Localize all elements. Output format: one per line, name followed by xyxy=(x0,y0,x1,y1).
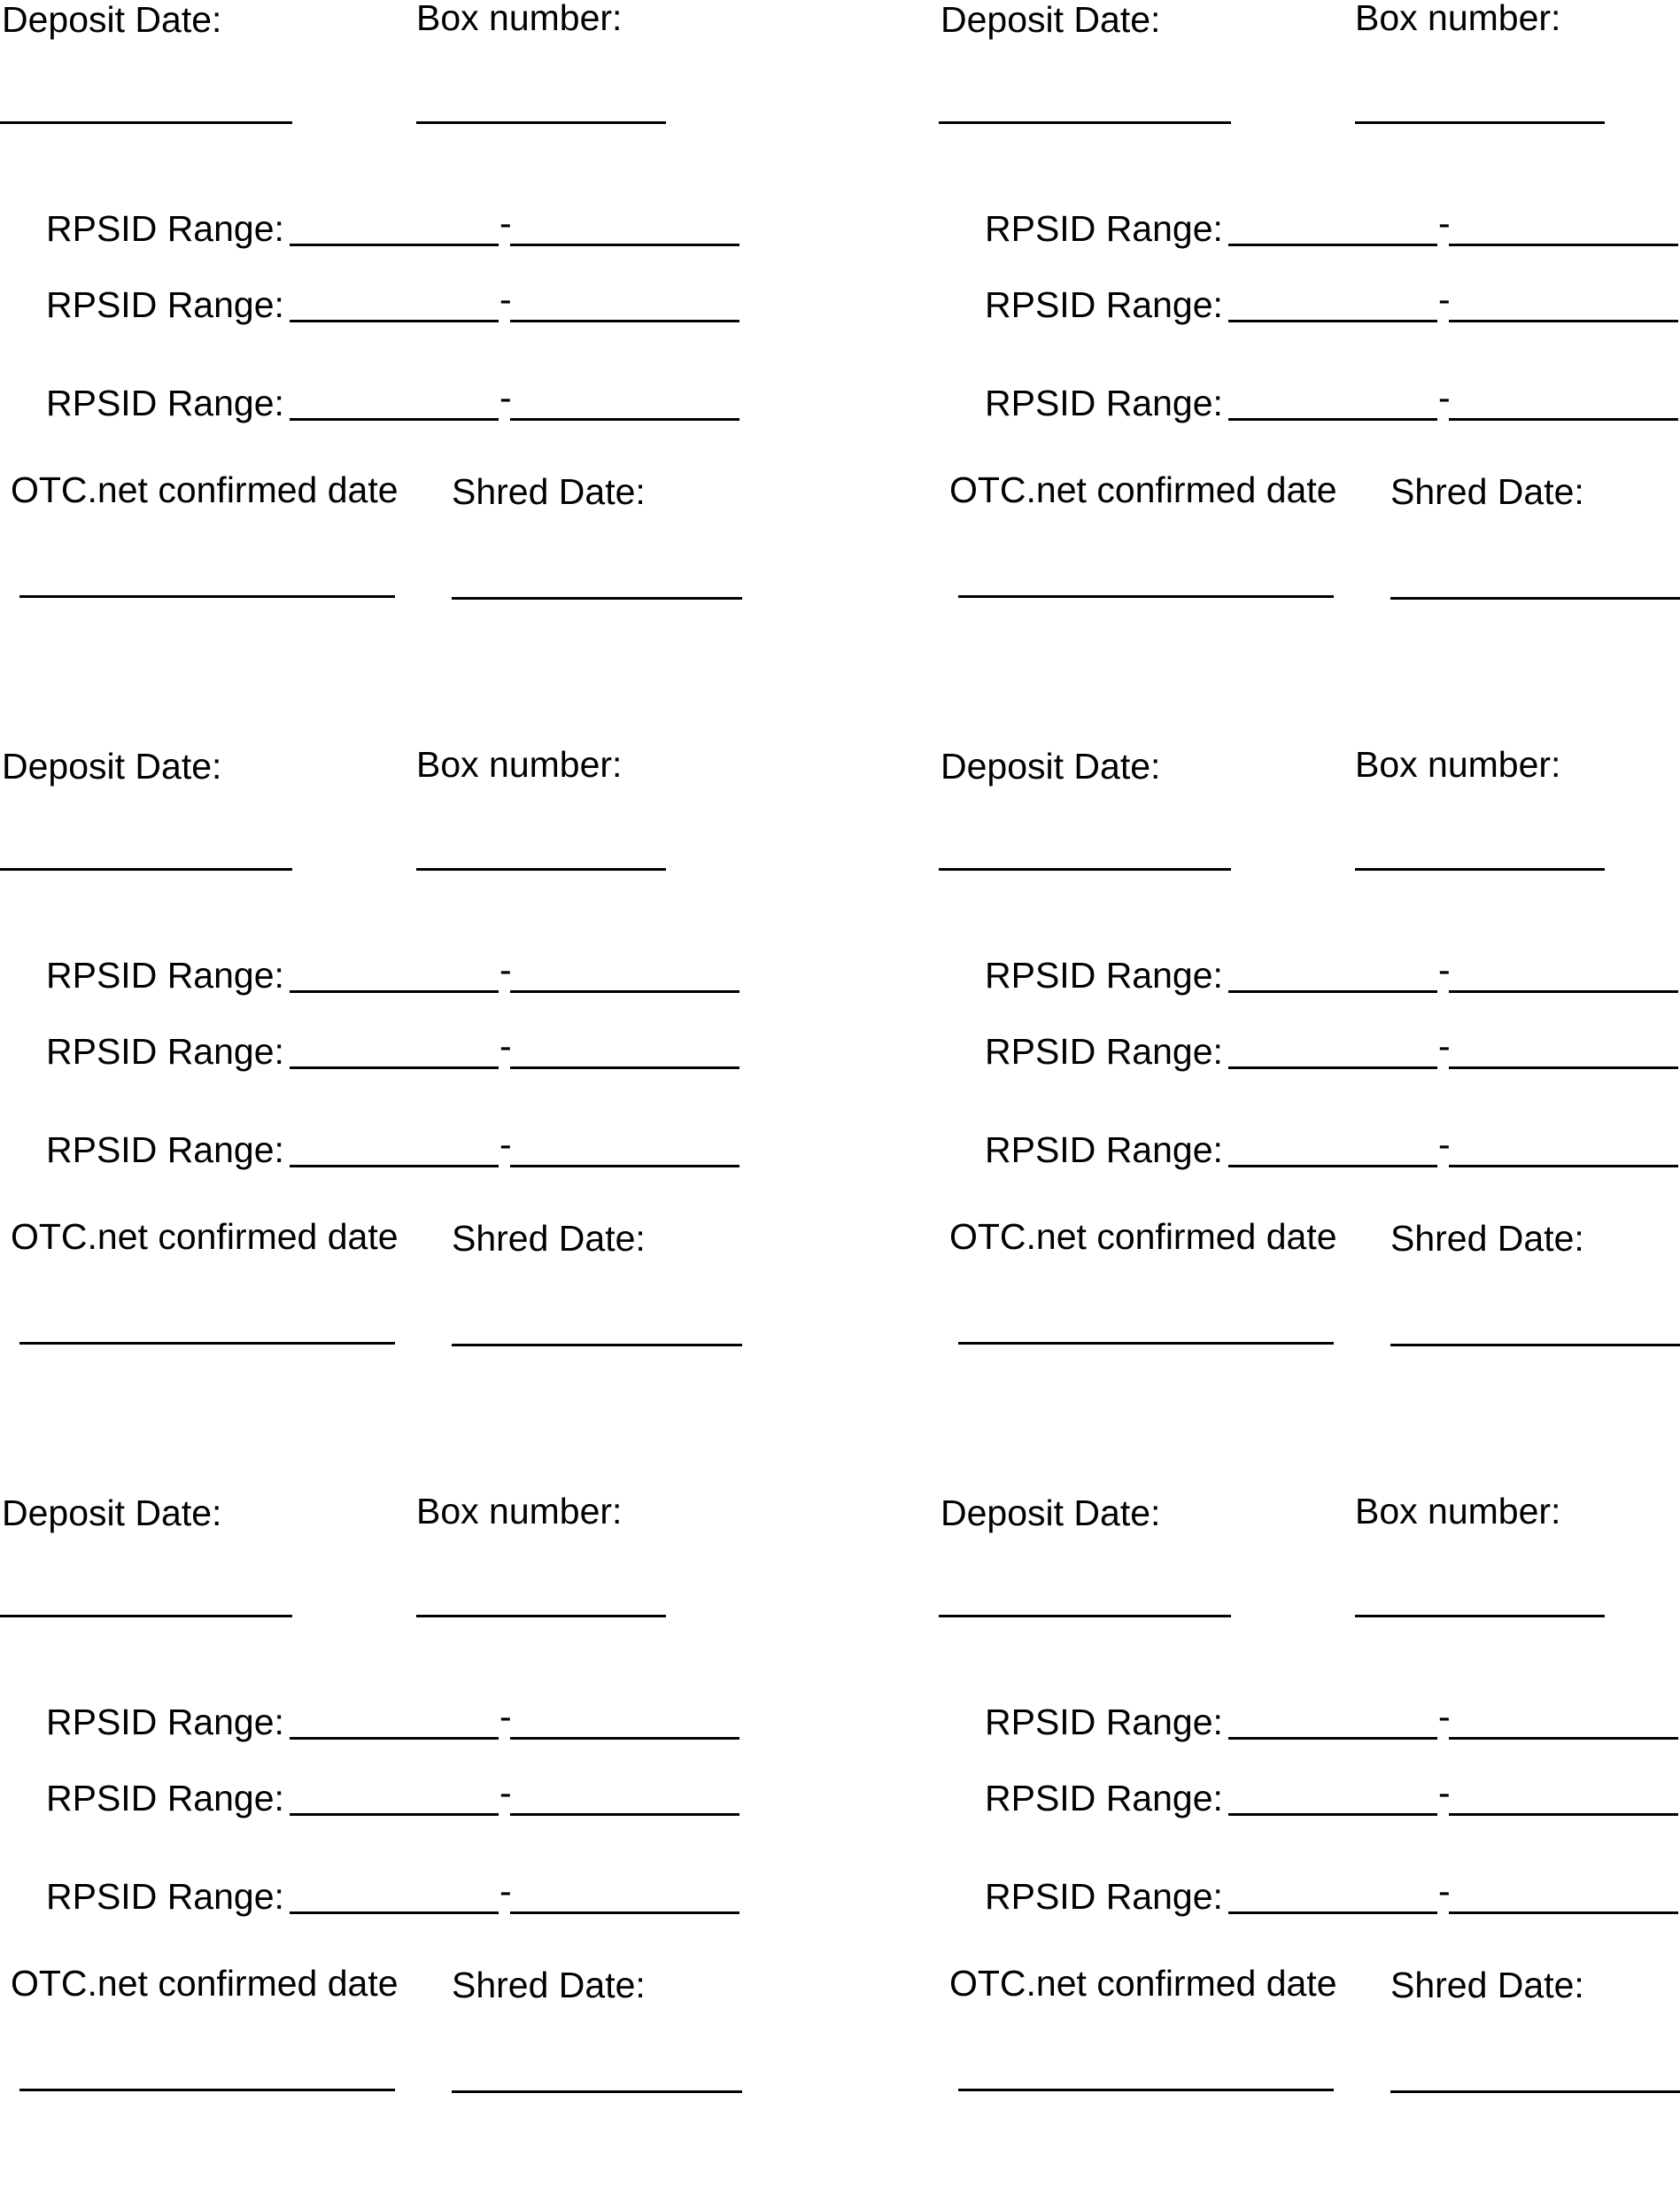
rpsid-range-label: RPSID Range: xyxy=(46,284,284,325)
box-number-field[interactable] xyxy=(1355,1615,1605,1617)
shred-date-label: Shred Date: xyxy=(452,1965,646,2005)
shred-date-label: Shred Date: xyxy=(452,471,646,512)
rpsid-range-label: RPSID Range: xyxy=(985,1876,1223,1917)
rpsid-range-label: RPSID Range: xyxy=(46,383,284,423)
rpsid-range-separator: - xyxy=(1438,950,1451,990)
box-number-label: Box number: xyxy=(1355,1491,1561,1531)
deposit-date-label: Deposit Date: xyxy=(2,0,222,40)
rpsid-range-start-field[interactable] xyxy=(290,990,499,993)
rpsid-range-start-field[interactable] xyxy=(290,1066,499,1069)
rpsid-range-start-field[interactable] xyxy=(1228,1911,1437,1914)
rpsid-range-end-field[interactable] xyxy=(1449,320,1678,322)
rpsid-range-label: RPSID Range: xyxy=(985,208,1223,249)
rpsid-range-start-field[interactable] xyxy=(290,320,499,322)
box-number-label: Box number: xyxy=(1355,744,1561,785)
box-number-field[interactable] xyxy=(1355,868,1605,871)
rpsid-range-end-field[interactable] xyxy=(510,418,739,421)
otc-confirmed-date-field[interactable] xyxy=(19,1342,395,1345)
shred-date-label: Shred Date: xyxy=(1390,1218,1584,1259)
rpsid-range-label: RPSID Range: xyxy=(985,1031,1223,1072)
rpsid-range-end-field[interactable] xyxy=(1449,1066,1678,1069)
form-block-middle-right xyxy=(939,744,1680,1455)
form-block-middle-left xyxy=(0,744,741,1455)
rpsid-range-label: RPSID Range: xyxy=(985,1129,1223,1170)
rpsid-range-start-field[interactable] xyxy=(1228,1813,1437,1816)
rpsid-range-label: RPSID Range: xyxy=(46,955,284,996)
rpsid-range-end-field[interactable] xyxy=(1449,244,1678,246)
deposit-date-field[interactable] xyxy=(939,121,1231,124)
box-number-label: Box number: xyxy=(416,744,623,785)
deposit-date-label: Deposit Date: xyxy=(941,746,1161,787)
rpsid-range-start-field[interactable] xyxy=(290,244,499,246)
rpsid-range-end-field[interactable] xyxy=(510,1066,739,1069)
shred-date-field[interactable] xyxy=(1390,2090,1680,2093)
rpsid-range-end-field[interactable] xyxy=(1449,1813,1678,1816)
shred-date-field[interactable] xyxy=(452,597,742,600)
box-number-field[interactable] xyxy=(416,121,666,124)
form-block-bottom-right xyxy=(939,1493,1680,2202)
rpsid-range-start-field[interactable] xyxy=(290,1911,499,1914)
rpsid-range-end-field[interactable] xyxy=(510,1165,739,1167)
rpsid-range-start-field[interactable] xyxy=(290,1165,499,1167)
rpsid-range-separator: - xyxy=(1438,1026,1451,1066)
deposit-date-label: Deposit Date: xyxy=(2,1493,222,1533)
deposit-date-label: Deposit Date: xyxy=(2,746,222,787)
rpsid-range-end-field[interactable] xyxy=(1449,1911,1678,1914)
rpsid-range-separator: - xyxy=(1438,203,1451,244)
rpsid-range-end-field[interactable] xyxy=(510,1911,739,1914)
rpsid-range-separator: - xyxy=(499,279,512,320)
deposit-date-field[interactable] xyxy=(0,1615,292,1617)
rpsid-range-separator: - xyxy=(499,1026,512,1066)
box-number-field[interactable] xyxy=(416,868,666,871)
rpsid-range-separator: - xyxy=(1438,1871,1451,1911)
rpsid-range-separator: - xyxy=(499,203,512,244)
rpsid-range-start-field[interactable] xyxy=(1228,990,1437,993)
rpsid-range-label: RPSID Range: xyxy=(985,955,1223,996)
box-number-label: Box number: xyxy=(1355,0,1561,38)
shred-date-field[interactable] xyxy=(452,2090,742,2093)
deposit-date-field[interactable] xyxy=(939,868,1231,871)
rpsid-range-label: RPSID Range: xyxy=(46,1778,284,1818)
rpsid-range-separator: - xyxy=(499,1696,512,1737)
rpsid-range-end-field[interactable] xyxy=(510,320,739,322)
rpsid-range-end-field[interactable] xyxy=(1449,1165,1678,1167)
form-block-bottom-left xyxy=(0,1493,741,2202)
rpsid-range-end-field[interactable] xyxy=(510,1737,739,1740)
rpsid-range-start-field[interactable] xyxy=(290,418,499,421)
otc-confirmed-date-field[interactable] xyxy=(958,595,1334,598)
otc-confirmed-date-label: OTC.net confirmed date xyxy=(949,469,1337,510)
rpsid-range-start-field[interactable] xyxy=(1228,320,1437,322)
rpsid-range-start-field[interactable] xyxy=(1228,1737,1437,1740)
rpsid-range-separator: - xyxy=(1438,1772,1451,1813)
rpsid-range-end-field[interactable] xyxy=(510,244,739,246)
rpsid-range-label: RPSID Range: xyxy=(46,1031,284,1072)
rpsid-range-label: RPSID Range: xyxy=(985,1702,1223,1742)
deposit-date-field[interactable] xyxy=(0,868,292,871)
rpsid-range-start-field[interactable] xyxy=(1228,418,1437,421)
rpsid-range-separator: - xyxy=(499,1772,512,1813)
otc-confirmed-date-label: OTC.net confirmed date xyxy=(11,1216,399,1257)
shred-date-label: Shred Date: xyxy=(452,1218,646,1259)
otc-confirmed-date-field[interactable] xyxy=(958,2089,1334,2091)
rpsid-range-separator: - xyxy=(1438,279,1451,320)
rpsid-range-label: RPSID Range: xyxy=(46,1129,284,1170)
otc-confirmed-date-label: OTC.net confirmed date xyxy=(949,1963,1337,2004)
form-block-top-right xyxy=(939,0,1680,709)
deposit-date-label: Deposit Date: xyxy=(941,1493,1161,1533)
rpsid-range-label: RPSID Range: xyxy=(46,208,284,249)
box-number-field[interactable] xyxy=(1355,121,1605,124)
rpsid-range-label: RPSID Range: xyxy=(985,284,1223,325)
rpsid-range-end-field[interactable] xyxy=(1449,418,1678,421)
deposit-date-field[interactable] xyxy=(939,1615,1231,1617)
rpsid-range-separator: - xyxy=(499,377,512,418)
rpsid-range-separator: - xyxy=(1438,1696,1451,1737)
otc-confirmed-date-field[interactable] xyxy=(19,2089,395,2091)
rpsid-range-label: RPSID Range: xyxy=(985,383,1223,423)
shred-date-field[interactable] xyxy=(452,1344,742,1346)
rpsid-range-label: RPSID Range: xyxy=(46,1876,284,1917)
rpsid-range-start-field[interactable] xyxy=(1228,244,1437,246)
shred-date-field[interactable] xyxy=(1390,597,1680,600)
rpsid-range-separator: - xyxy=(1438,377,1451,418)
shred-date-field[interactable] xyxy=(1390,1344,1680,1346)
deposit-date-field[interactable] xyxy=(0,121,292,124)
rpsid-range-end-field[interactable] xyxy=(510,1813,739,1816)
rpsid-range-label: RPSID Range: xyxy=(985,1778,1223,1818)
rpsid-range-separator: - xyxy=(499,1871,512,1911)
rpsid-range-end-field[interactable] xyxy=(510,990,739,993)
rpsid-range-start-field[interactable] xyxy=(1228,1066,1437,1069)
otc-confirmed-date-field[interactable] xyxy=(19,595,395,598)
box-number-field[interactable] xyxy=(416,1615,666,1617)
box-number-label: Box number: xyxy=(416,1491,623,1531)
deposit-date-label: Deposit Date: xyxy=(941,0,1161,40)
box-number-label: Box number: xyxy=(416,0,623,38)
rpsid-range-separator: - xyxy=(499,950,512,990)
otc-confirmed-date-field[interactable] xyxy=(958,1342,1334,1345)
otc-confirmed-date-label: OTC.net confirmed date xyxy=(949,1216,1337,1257)
rpsid-range-end-field[interactable] xyxy=(1449,1737,1678,1740)
rpsid-range-separator: - xyxy=(499,1124,512,1165)
rpsid-range-start-field[interactable] xyxy=(1228,1165,1437,1167)
rpsid-range-start-field[interactable] xyxy=(290,1813,499,1816)
otc-confirmed-date-label: OTC.net confirmed date xyxy=(11,469,399,510)
shred-date-label: Shred Date: xyxy=(1390,471,1584,512)
rpsid-range-end-field[interactable] xyxy=(1449,990,1678,993)
otc-confirmed-date-label: OTC.net confirmed date xyxy=(11,1963,399,2004)
rpsid-range-label: RPSID Range: xyxy=(46,1702,284,1742)
rpsid-range-separator: - xyxy=(1438,1124,1451,1165)
rpsid-range-start-field[interactable] xyxy=(290,1737,499,1740)
form-block-top-left xyxy=(0,0,741,709)
shred-date-label: Shred Date: xyxy=(1390,1965,1584,2005)
